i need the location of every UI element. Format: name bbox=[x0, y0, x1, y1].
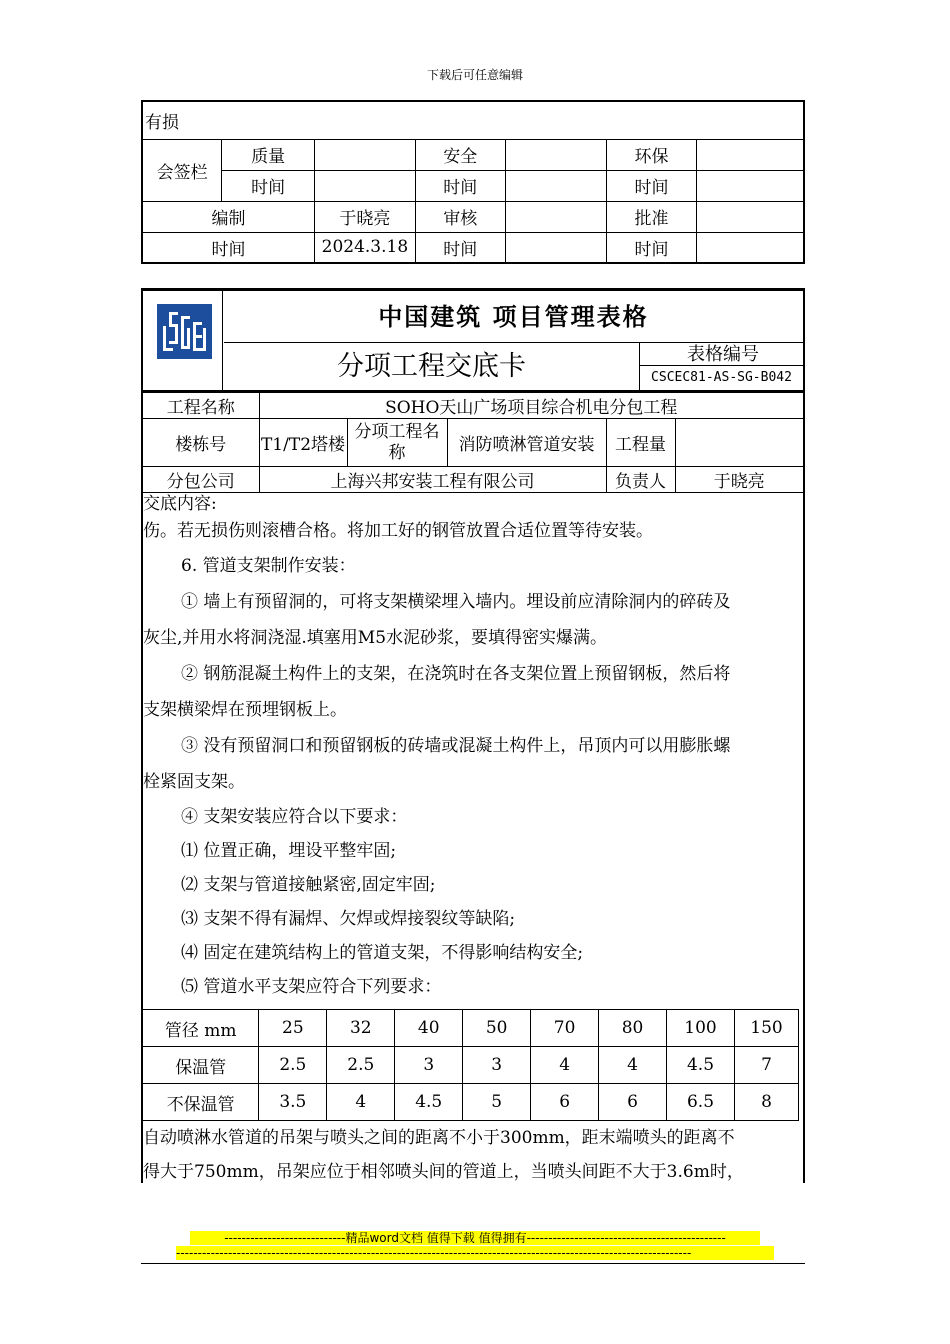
table-cell: 6.5 bbox=[667, 1084, 735, 1121]
approve-time-value[interactable] bbox=[696, 232, 804, 263]
table-cell: 4 bbox=[531, 1047, 599, 1084]
quality-label: 质量 bbox=[222, 139, 315, 170]
footer-banner-dashes: ----------------------------------------------------------------------------------------------------------------------- bbox=[176, 1246, 774, 1260]
env-label: 环保 bbox=[607, 139, 697, 170]
review-value[interactable] bbox=[505, 201, 607, 232]
countersign-label: 会签栏 bbox=[142, 139, 222, 201]
table-cell: 8 bbox=[734, 1084, 798, 1121]
table-cell: 4 bbox=[599, 1047, 667, 1084]
cscec-logo-icon bbox=[157, 304, 212, 359]
signoff-table bbox=[141, 100, 805, 264]
content-line: 灰尘,并用水将洞浇湿.填塞用M5水泥砂浆，要填得密实爆满。 bbox=[143, 628, 608, 648]
time-label: 时间 bbox=[142, 232, 314, 263]
table-cell: 6 bbox=[531, 1084, 599, 1121]
form-code-value: CSCEC81-AS-SG-B042 bbox=[651, 370, 792, 385]
time-label: 时间 bbox=[607, 232, 697, 263]
table-cell: 70 bbox=[531, 1010, 599, 1047]
content-line: ⑸ 管道水平支架应符合下列要求： bbox=[181, 977, 442, 997]
review-label: 审核 bbox=[415, 201, 505, 232]
compiler-name: 于晓亮 bbox=[314, 201, 415, 232]
content-line: 伤。若无损伤则滚槽合格。将加工好的钢管放置合适位置等待安装。 bbox=[143, 521, 653, 541]
table-cell: 不保温管 bbox=[143, 1084, 259, 1121]
support-spacing-table bbox=[143, 1009, 799, 1121]
time-label: 时间 bbox=[607, 170, 697, 201]
table-cell: 40 bbox=[395, 1010, 463, 1047]
content-line: ④ 支架安装应符合以下要求： bbox=[181, 807, 408, 827]
content-continued bbox=[143, 1121, 803, 1189]
form-code-box bbox=[640, 343, 803, 390]
quantity-label: 工程量 bbox=[606, 419, 675, 467]
table-cell: 3 bbox=[395, 1047, 463, 1084]
project-label: 工程名称 bbox=[143, 393, 259, 419]
logo-cell bbox=[143, 291, 223, 390]
table-cell: 保温管 bbox=[143, 1047, 259, 1084]
header-note: 下载后可任意编辑 bbox=[426, 68, 523, 82]
table-cell: 32 bbox=[327, 1010, 395, 1047]
content-line: ⑷ 固定在建筑结构上的管道支架，不得影响结构安全; bbox=[181, 943, 584, 963]
time-label: 时间 bbox=[415, 232, 505, 263]
content-line: ② 钢筋混凝土构件上的支架，在浇筑时在各支架位置上预留钢板，然后将 bbox=[181, 664, 731, 684]
content-line: ⑵ 支架与管道接触紧密,固定牢固; bbox=[181, 875, 436, 895]
form-header bbox=[143, 291, 803, 392]
table-cell: 2.5 bbox=[259, 1047, 327, 1084]
sub-item-label: 分项工程名称 bbox=[347, 419, 447, 467]
time-label: 时间 bbox=[415, 170, 505, 201]
content-line: 自动喷淋水管道的吊架与喷头之间的距离不小于300mm，距末端喷头的距离不 bbox=[143, 1128, 735, 1148]
safety-value[interactable] bbox=[505, 139, 607, 170]
quality-value[interactable] bbox=[314, 139, 415, 170]
time-value[interactable] bbox=[696, 170, 804, 201]
sub-item-value: 消防喷淋管道安装 bbox=[447, 419, 606, 467]
review-time-value[interactable] bbox=[505, 232, 607, 263]
project-info-table bbox=[143, 392, 803, 493]
building-value: T1/T2塔楼 bbox=[259, 419, 347, 467]
table-row bbox=[143, 1047, 799, 1084]
content-line: 6. 管道支架制作安装： bbox=[181, 556, 356, 576]
table-cell: 3.5 bbox=[259, 1084, 327, 1121]
table-row bbox=[143, 1084, 799, 1121]
footer-banner: ----------------------------精品word文档 值得下载 值得拥有---------------------------------------------- bbox=[190, 1231, 760, 1245]
form-code-label: 表格编号 bbox=[640, 343, 803, 366]
approve-label: 批准 bbox=[607, 201, 697, 232]
content-line: ① 墙上有预留洞的，可将支架横梁埋入墙内。埋设前应清除洞内的碎砖及 bbox=[181, 592, 731, 612]
compiled-label: 编制 bbox=[142, 201, 314, 232]
content-line: ③ 没有预留洞口和预留钢板的砖墙或混凝土构件上，吊顶内可以用膨胀螺 bbox=[181, 736, 731, 756]
disclosure-card bbox=[141, 288, 805, 1183]
content-line: ⑴ 位置正确，埋设平整牢固; bbox=[181, 841, 397, 861]
disclosure-content bbox=[143, 494, 803, 1004]
brand-title: 中国建筑 项目管理表格 bbox=[224, 291, 803, 343]
project-value: SOHO天山广场项目综合机电分包工程 bbox=[259, 393, 803, 419]
time-value[interactable] bbox=[314, 170, 415, 201]
table-cell: 80 bbox=[599, 1010, 667, 1047]
building-label: 楼栋号 bbox=[143, 419, 259, 467]
table-cell: 3 bbox=[463, 1047, 531, 1084]
manager-value: 于晓亮 bbox=[675, 467, 803, 493]
subcontractor-value: 上海兴邦安装工程有限公司 bbox=[259, 467, 606, 493]
content-line: 支架横梁焊在预埋钢板上。 bbox=[143, 700, 347, 720]
time-label: 时间 bbox=[222, 170, 315, 201]
table-cell: 6 bbox=[599, 1084, 667, 1121]
content-label: 交底内容: bbox=[143, 494, 217, 514]
table-cell: 4 bbox=[327, 1084, 395, 1121]
table-cell: 100 bbox=[667, 1010, 735, 1047]
approve-value[interactable] bbox=[696, 201, 804, 232]
manager-label: 负责人 bbox=[606, 467, 675, 493]
table-cell: 5 bbox=[463, 1084, 531, 1121]
table-cell: 4.5 bbox=[395, 1084, 463, 1121]
subcontractor-label: 分包公司 bbox=[143, 467, 259, 493]
content-line: 栓紧固支架。 bbox=[143, 772, 245, 792]
compile-date: 2024.3.18 bbox=[314, 232, 415, 263]
table-cell: 2.5 bbox=[327, 1047, 395, 1084]
table-row bbox=[143, 1010, 799, 1047]
table-cell: 150 bbox=[734, 1010, 798, 1047]
table-cell: 7 bbox=[734, 1047, 798, 1084]
signoff-top-text: 有损 bbox=[142, 101, 804, 139]
card-title: 分项工程交底卡 bbox=[224, 343, 640, 390]
table-cell: 50 bbox=[463, 1010, 531, 1047]
time-value[interactable] bbox=[505, 170, 607, 201]
table-cell: 4.5 bbox=[667, 1047, 735, 1084]
quantity-value[interactable] bbox=[675, 419, 803, 467]
footer-divider bbox=[141, 1263, 805, 1264]
table-cell: 25 bbox=[259, 1010, 327, 1047]
env-value[interactable] bbox=[696, 139, 804, 170]
safety-label: 安全 bbox=[415, 139, 505, 170]
content-line: 得大于750mm，吊架应位于相邻喷头间的管道上，当喷头间距不大于3.6m时， bbox=[143, 1162, 744, 1182]
content-line: ⑶ 支架不得有漏焊、欠焊或焊接裂纹等缺陷; bbox=[181, 909, 516, 929]
table-cell: 管径 mm bbox=[143, 1010, 259, 1047]
